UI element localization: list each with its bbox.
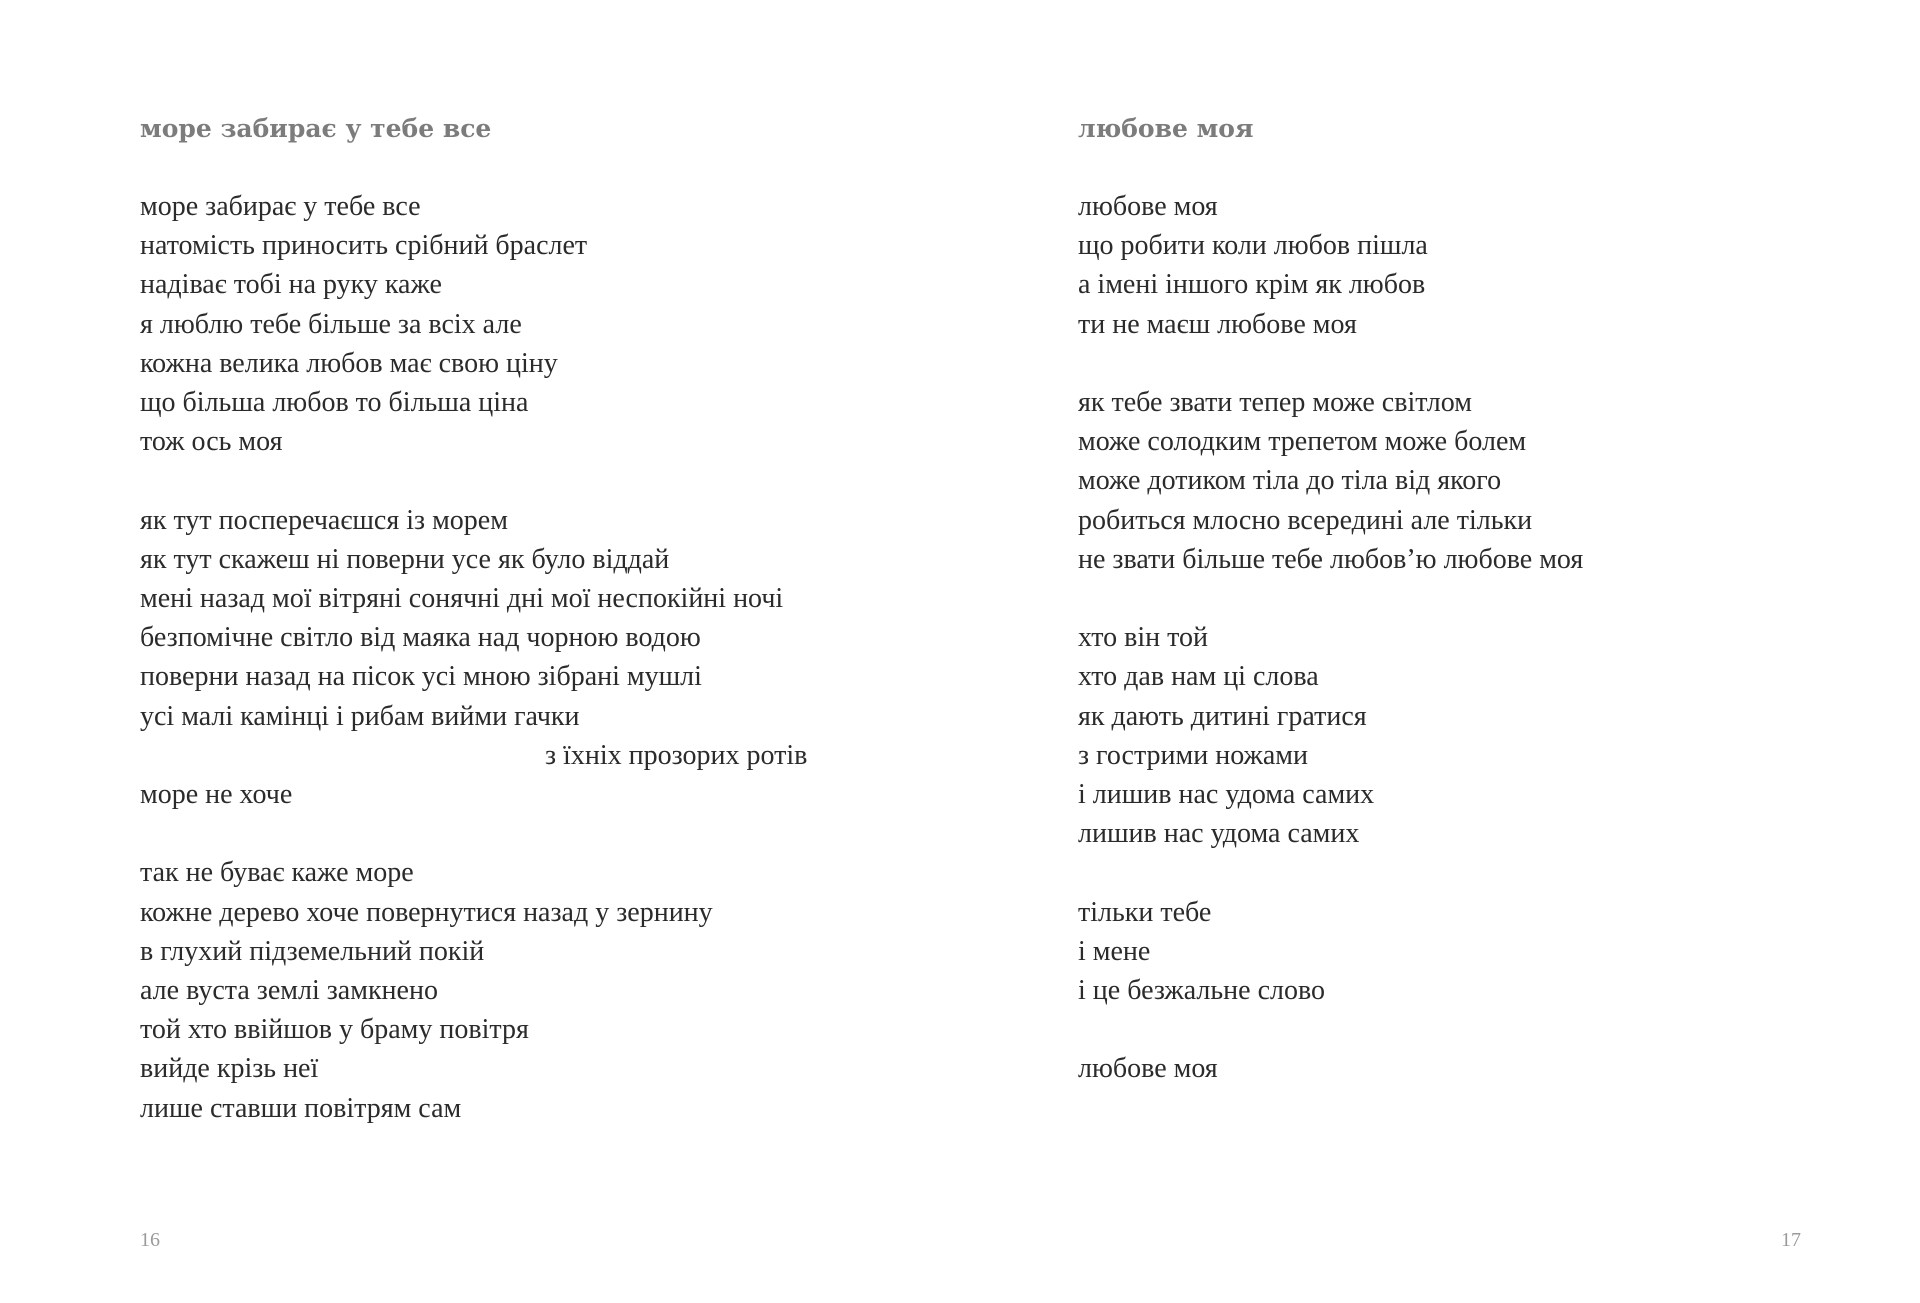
stanza xyxy=(140,187,807,461)
poem-line: натомість приносить срібний браслет xyxy=(140,230,588,262)
stanza xyxy=(140,501,807,815)
poem-line: тож ось моя xyxy=(140,426,283,458)
page-number: 16 xyxy=(140,1229,160,1251)
poem-line: з їхніх прозорих ротів xyxy=(545,739,808,771)
poem-line: як дають дитині гратися xyxy=(1078,700,1367,732)
poem-line: що більша любов то більша ціна xyxy=(140,387,529,419)
poem-line: любове моя xyxy=(1078,191,1218,222)
poem-line: хто дав нам ці слова xyxy=(1078,661,1319,693)
poem-line: поверни назад на пісок усі мною зібрані мушлі xyxy=(140,661,702,693)
poem-line: може солодким трепетом може болем xyxy=(1078,426,1527,458)
poem-line: як тут посперечаєшся із морем xyxy=(140,504,508,536)
poem-line: може дотиком тіла до тіла від якого xyxy=(1078,465,1502,497)
poem-line: робиться млосно всередині але тільки xyxy=(1078,504,1533,536)
poem-line: кожна велика любов має свою ціну xyxy=(140,347,558,379)
poem-line: з гострими ножами xyxy=(1078,739,1309,771)
poem-line: море забирає у тебе все xyxy=(140,191,421,222)
poem-line: хто він той xyxy=(1078,622,1209,654)
poem-line: і мене xyxy=(1078,935,1151,967)
stanza xyxy=(140,853,807,1127)
poem-line: усі малі камінці і рибам вийми гачки xyxy=(140,700,580,732)
poem-line: лише ставши повітрям сам xyxy=(140,1092,462,1124)
poem-line: а імені іншого крім як любов xyxy=(1078,269,1426,301)
poem-line: мені назад мої вітряні сонячні дні мої неспокійні ночі xyxy=(140,583,784,615)
poem-title: любове моя xyxy=(1078,114,1254,143)
left-page xyxy=(140,0,940,1303)
poem-line: кожне дерево хоче повернутися назад у зернину xyxy=(140,896,713,928)
poem-line: як тебе звати тепер може світлом xyxy=(1078,387,1472,418)
stanza xyxy=(1078,618,1583,853)
poem-line: як тут скажеш ні поверни усе як було віддай xyxy=(140,543,670,575)
poem-line: що робити коли любов пішла xyxy=(1078,230,1428,262)
poem-body xyxy=(140,187,807,1128)
poem-line: лишив нас удома самих xyxy=(1078,818,1360,850)
poem-body xyxy=(1078,187,1583,1089)
stanza xyxy=(1078,893,1583,1011)
poem-line: але вуста землі замкнено xyxy=(140,975,438,1007)
stanza xyxy=(1078,187,1583,344)
poem-line: любове моя xyxy=(1078,1053,1218,1085)
poem-line: і це безжальне слово xyxy=(1078,975,1325,1007)
poem-line: так не буває каже море xyxy=(140,857,414,889)
poem-line: і лишив нас удома самих xyxy=(1078,779,1375,811)
poem-line: той хто ввійшов у браму повітря xyxy=(140,1014,529,1046)
page-number: 17 xyxy=(1781,1229,1801,1251)
poem-line: безпомічне світло від маяка над чорною водою xyxy=(140,622,701,654)
stanza xyxy=(1078,383,1583,579)
poem-line: надіває тобі на руку каже xyxy=(140,269,442,301)
poem-line: ти не маєш любове моя xyxy=(1078,308,1357,340)
stanza xyxy=(1078,1049,1583,1088)
right-page xyxy=(1078,0,1878,1303)
poem-line: не звати більше тебе любов’ю любове моя xyxy=(1078,543,1584,575)
poem-line: вийде крізь неї xyxy=(140,1053,319,1085)
poem-line: тільки тебе xyxy=(1078,896,1212,928)
poem-title: море забирає у тебе все xyxy=(140,114,492,143)
poem-line: море не хоче xyxy=(140,779,293,811)
poem-line: в глухий підземельний покій xyxy=(140,935,485,967)
poem-line: я люблю тебе більше за всіх але xyxy=(140,308,522,340)
